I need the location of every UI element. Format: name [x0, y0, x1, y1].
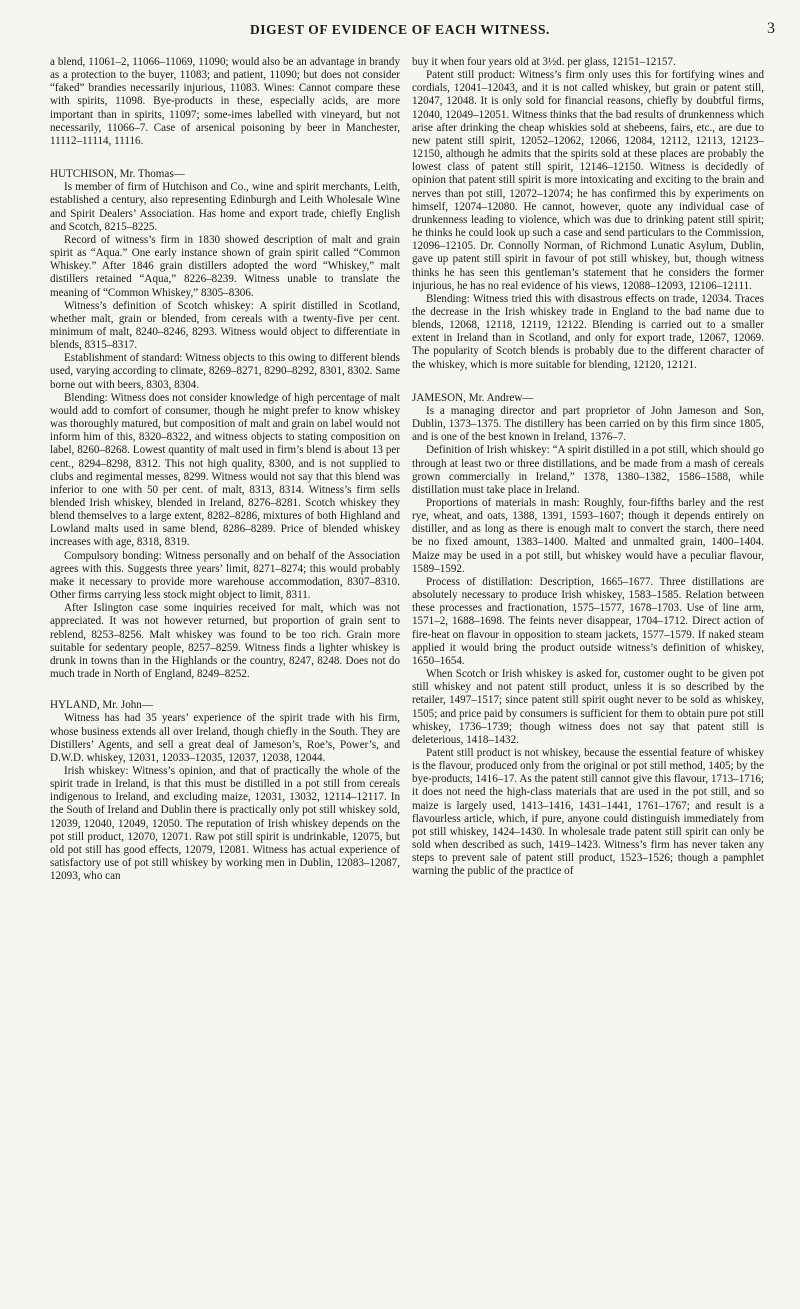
entry-paragraph: Witness’s definition of Scotch whiskey: A spirit distilled in Scotland, whether malt, grain or blended, from cereals with a twenty-five per cent. minimum of malt, 8240–8246, 8293. Witness would object to differentiate in blends, 8315–8317.	[50, 299, 400, 352]
continued-paragraph: a blend, 11061–2, 11066–11069, 11090; would also be an advantage in brandy as a protection to the buyer, 11083; and patient, 11090; but does not consider “faked” brandies necessarily injurious, 11083. Wines: Cannot compare these with spirits, 11098. Bye-products in these, especially acids, are more important than in spirits, 11097; some-imes labelled with vineyard, but not necessarily, 11066–7. Case of arsenical poisoning by beer in Manchester, 11112–11114, 11116.	[50, 56, 400, 147]
witness-name: HYLAND, Mr. John—	[50, 699, 153, 712]
witness-name: JAMESON, Mr. Andrew—	[412, 391, 534, 404]
witness-entry-jameson	[412, 392, 764, 879]
entry-paragraph: Patent still product is not whiskey, because the essential feature of whiskey is the flavour, produced only from the original or pot still method, 1405; by the bye-products, 1416–17. As the patent still cannot give this flavour, 1713–1716; it does not need the high-class materials that are used in the pot still, and so maize is largely used, 1413–1416, 1431–1441, 1761–1767; and result is a flavourless article, which, if pure, anyone could distinguish immediately from pot still whiskey, 1424–1430. In wholesale trade patent still spirit can only be sold when described as such, 1419–1423. Witness’s firm has never taken any steps to prevent sale of patent still product, 1523–1526; though a pamphlet warning the public of the practice of	[412, 746, 764, 878]
witness-entry-hutchison	[50, 168, 400, 681]
entry-paragraph: Proportions of materials in mash: Roughly, four-fifths barley and the rest rye, wheat, and oats, 1388, 1391, 1593–1607; though it depends entirely on distiller, and as long as there is enough malt to convert the starch, there need be no fixed amount, 1383–1400. Malted and unmalted grain, 1400–1404. Maize may be used in a pot still, but whiskey would have a peculiar flavour, 1589–1592.	[412, 497, 764, 575]
entry-paragraph: After Islington case some inquiries received for malt, which was not appreciated. It was not however returned, but proportion of grain sent to reblend, 8253–8256. Malt whiskey was found to be too rich. Grain more suitable for sedentary people, 8257–8259. Witness finds a lighter whiskey is drunk in towns than in the Highlands or the country, 8247, 8248. Does not do much trade in North of England, 8249–8252.	[50, 602, 400, 681]
entry-paragraph: Process of distillation: Description, 1665–1677. Three distillations are absolutely necessary to produce Irish whiskey, 1583–1585. Relation between these processes and fractionation, 1575–1577, 1678–1703. Use of line arm, 1571–2, 1688–1698. The feints never disappear, 1704–1712. Direct action of fire-heat on flavour in opposition to steam jackets, 1577–1579. If naked steam applied it would bring the product outside witness’s definition of whiskey, 1650–1654.	[412, 575, 764, 667]
entry-paragraph: Establishment of standard: Witness objects to this owing to different blends used, varying according to climate, 8269–8271, 8290–8292, 8301, 8302. Same borne out with beers, 8303, 8304.	[50, 352, 400, 391]
entry-paragraph: Definition of Irish whiskey: “A spirit distilled in a pot still, which should go through at least two or three distillations, and be made from a mash of cereals grown commercially in Ireland,” 1378, 1380–1382, 1586–1588, while distillation must take place in Ireland.	[412, 444, 764, 496]
running-title: DIGEST OF EVIDENCE OF EACH WITNESS.	[249, 22, 551, 37]
right-column	[412, 56, 764, 897]
entry-paragraph: When Scotch or Irish whiskey is asked for, customer ought to be given pot still whiskey and not patent still product, unless it is so described by the retailer, 1497–1517; since patent still spirit ought never to be sold as whiskey, 1505; and price paid by consumers is sufficient for them to obtain pure pot still whiskey, 1736–1739; though witness does not say that patent still is deleterious, 1418–1432.	[412, 668, 764, 746]
entry-paragraph: Record of witness’s firm in 1830 showed description of malt and grain spirit as “Aqua.” One early instance shown of grain spirit called “Common Whiskey.” After 1846 grain distillers adopted the word “Whiskey,” malt distillers retained “Aqua,” 8226–8239. Witness unable to translate the meaning of “Common Whiskey,” 8305–8306.	[50, 233, 400, 299]
page-number: 3	[767, 20, 775, 37]
witness-name: HUTCHISON, Mr. Thomas—	[50, 168, 185, 181]
entry-paragraph: Compulsory bonding: Witness personally and on behalf of the Association agrees with this. Suggests three years’ limit, 8271–8274; this would probably make it necessary to provide more warehouse accommodation, 8307–8310. Other firms carrying less stock might object to limit, 8311.	[50, 549, 400, 602]
entry-paragraph: Witness has had 35 years’ experience of the spirit trade with his firm, whose business extends all over Ireland, though chiefly in the South. They are Distillers’ Agents, and sell a great deal of Jameson’s, Roe’s, Power’s, and D.W.D. whiskey, 12031, 12033–12035, 12037, 12038, 12044.	[50, 712, 400, 764]
page-header	[0, 20, 800, 42]
continued-paragraph: Blending: Witness tried this with disastrous effects on trade, 12034. Traces the decrease in the Irish whiskey trade in England to the bad name due to blends, 12068, 12118, 12119, 12122. Blending is carried out to a smaller extent in Ireland than in Scotland, and only for export trade, 12067, 12069. The popularity of Scotch blends is probably due to the different character of the whiskey, which is more suitable for blending, 12120, 12121.	[412, 292, 764, 371]
entry-paragraph: Blending: Witness does not consider knowledge of high percentage of malt would add to comfort of consumer, though he might prefer to know whiskey was thoroughly matured, but composition of malt and grain on label would not inform him of this, 8320–8322, and witness objects to stating composition on label, 8260–8268. Lowest quantity of malt used in firm’s blend is about 13 per cent., 8294–8298, 8312. This not high quality, 8300, and is not supplied to clubs and regimental messes, 8299. Witness would not say that this blend was inferior to one with 50 per cent. of malt, 8313, 8314. Witness’s firm sells blended Irish whiskey, blended in Ireland, 8276–8281. Scotch whiskey they blend themselves to a large extent, 8282–8286, mixtures of both Highland and Lowland malts used in same blend, 8286–8289. Price of blended whiskey increases with age, 8318, 8319.	[50, 391, 400, 549]
continued-paragraph: Patent still product: Witness’s firm only uses this for fortifying wines and cordials, 12041–12043, and it is not called whiskey, but grain or patent still, 12047, 12048. It is only sold for financial reasons, chiefly by doubtful firms, 12040, 12049–12051. Witness thinks that the bad results of drunkenness which arise after drinking the cheap whiskies sold at shebeens, fairs, etc., are due to new patent still spirit, 12052–12062, 12066, 12084, 12112, 12113, 12123–12150, although he admits that the spirits sold at these places are probably the lowest class of patent still spirit, 12146–12150. Witness is decidedly of opinion that patent still spirit is more intoxicating and exciting to the brain and nerves than pot still, 12072–12074; he has confirmed this by experiments on himself, 12074–12080. He cannot, however, quote any individual case of drunkenness leading to violence, which was due to drinking patent still spirit; he thinks he could look up such a case and send particulars to the Commission, 12096–12105. Dr. Connolly Norman, of Richmond Lunatic Asylum, Dublin, gave up patent still spirit in favour of pot still whiskey, but, though witness thinks he has seen this gentleman’s statement that he considers the former injurious, he has no real evidence of his views, 12088–12093, 12106–12111.	[412, 69, 764, 292]
continued-paragraph: buy it when four years old at 3½d. per glass, 12151–12157.	[412, 56, 676, 68]
entry-paragraph: Is member of firm of Hutchison and Co., wine and spirit merchants, Leith, established a century, also representing Edinburgh and Leith Wholesale Wine and Spirit Dealers’ Association. Has home and export trade, chiefly English and Scotch, 8215–8225.	[50, 181, 400, 233]
witness-entry-hyland	[50, 699, 400, 883]
entry-paragraph: Is a managing director and part proprietor of John Jameson and Son, Dublin, 1373–1375. The distillery has been carried on by this firm since 1805, and is one of the best known in Ireland, 1376–7.	[412, 404, 764, 444]
left-column	[50, 56, 400, 901]
entry-paragraph: Irish whiskey: Witness’s opinion, and that of practically the whole of the spirit trade in Ireland, is that this must be distilled in a pot still from cereals indigenous to Ireland, and excluding maize, 12031, 13032, 12114–12117. In the South of Ireland and Dublin there is practically only pot still whiskey sold, 12039, 12040, 12049, 12050. The reputation of Irish whiskey depends on the pot still product, 12070, 12071. Raw pot still spirit is undrinkable, 12075, but old pot still has good effects, 12079, 12081. Witness has actual experience of satisfactory use of pot still whiskey by working men in Dublin, 12083–12087, 12093, who can	[50, 764, 400, 883]
